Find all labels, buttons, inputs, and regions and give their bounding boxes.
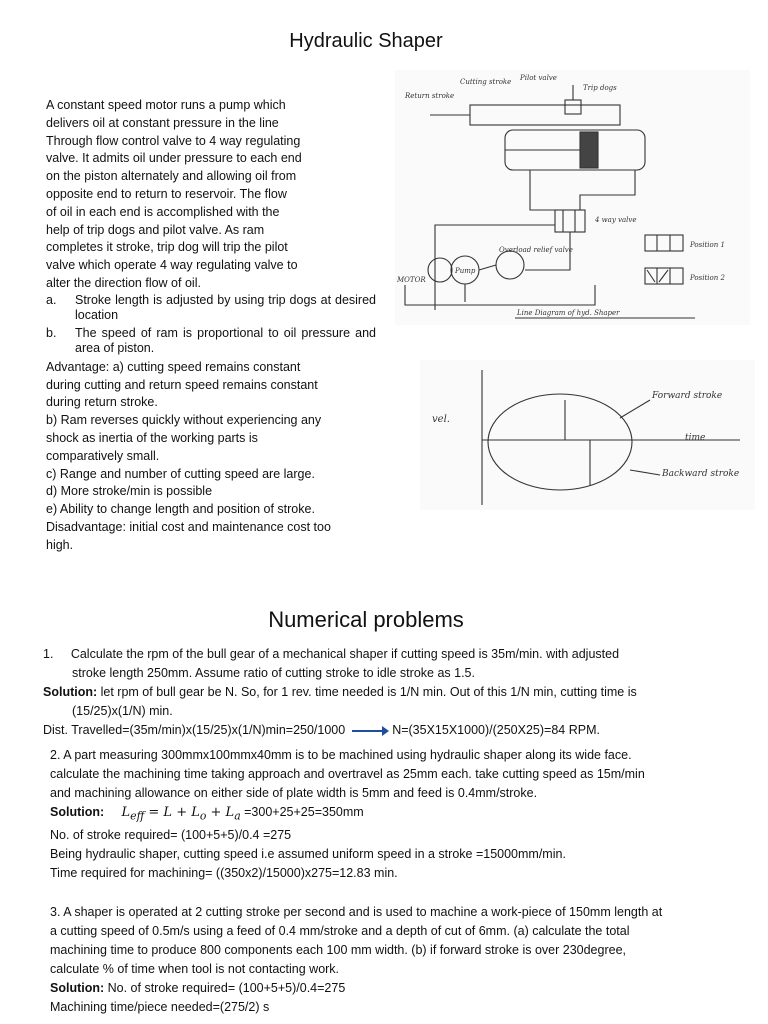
advantage-line: comparatively small. — [46, 448, 160, 463]
label-position-2: Position 2 — [690, 274, 725, 282]
relief-valve — [496, 251, 524, 279]
label-return-stroke: Return stroke — [405, 92, 455, 100]
problem-text-cont: stroke length 250mm. Assume ratio of cutting stroke to idle stroke as 1.5. — [72, 666, 475, 680]
label-diagram-caption: Line Diagram of hyd. Shaper — [517, 309, 620, 317]
motor — [428, 258, 452, 282]
label-motor: MOTOR — [397, 276, 426, 284]
intro-line: of oil in each end is accomplished with the — [46, 204, 280, 219]
problem-3-line: machining time to produce 800 components each 100 mm width. (b) if forward stroke is over 230degree, — [50, 942, 626, 957]
hydraulic-shaper-diagram — [395, 70, 750, 325]
advantage-line: b) Ram reverses quickly without experiencing any — [46, 413, 322, 428]
velocity-time-diagram — [420, 360, 755, 510]
intro-line: Through flow control valve to 4 way regulating — [46, 133, 301, 148]
advantage-line: d) More stroke/min is possible — [46, 484, 213, 499]
label-position-1: Position 1 — [690, 241, 725, 249]
problem-3-line: a cutting speed of 0.5m/s using a feed of 0.4 mm/stroke and a depth of cut of 6mm. (a) calculate the total — [50, 923, 630, 938]
distance-text: Dist. Travelled=(35m/min)x(15/25)x(1/N)min=250/1000 — [43, 723, 346, 737]
list-item — [46, 293, 376, 323]
section-title: Numerical problems — [268, 607, 464, 632]
disadvantage-line: Disadvantage: initial cost and maintenance cost too — [46, 519, 331, 534]
label-backward-stroke: Backward stroke — [662, 469, 740, 479]
ram-outline — [470, 105, 620, 125]
solution-text: No. of stroke required= (100+5+5)/0.4=275 — [104, 980, 346, 995]
stroke-curve — [488, 394, 632, 490]
list-marker: a. — [46, 292, 57, 307]
arrow-icon — [352, 730, 386, 732]
solution-value: =300+25+25=350mm — [240, 805, 364, 819]
axis-label-velocity: vel. — [432, 414, 450, 425]
advantage-line: during return stroke. — [46, 395, 158, 410]
label-cutting-stroke: Cutting stroke — [460, 78, 512, 86]
problem-1 — [43, 645, 733, 664]
list-marker: b. — [46, 325, 57, 340]
label-relief-valve: Overload relief valve — [499, 246, 573, 254]
solution-text: let rpm of bull gear be N. So, for 1 rev. time needed is 1/N min. Out of this 1/N min, cutting time is — [97, 685, 637, 699]
problem-number: 1. — [43, 647, 54, 661]
solution-label: Solution: — [50, 805, 105, 819]
intro-line: A constant speed motor runs a pump which — [46, 98, 286, 112]
solution-line: Machining time/piece needed=(275/2) s — [50, 999, 270, 1014]
advantage-line: shock as inertia of the working parts is — [46, 430, 258, 445]
label-trip-dogs: Trip dogs — [583, 84, 617, 92]
problem-2-line: 2. A part measuring 300mmx100mmx40mm is to be machined using hydraulic shaper along its wide face. — [50, 748, 632, 762]
intro-line: help of trip dogs and pilot valve. As ram — [46, 222, 265, 237]
solution-1 — [43, 683, 733, 702]
intro-text — [46, 97, 376, 555]
solution-text-cont: (15/25)x(1/N) min. — [72, 704, 173, 718]
intro-line: on the piston alternately and allowing oil from — [46, 169, 297, 184]
problem-text: Calculate the rpm of the bull gear of a mechanical shaper if cutting speed is 35m/min. with adjusted — [70, 647, 620, 661]
problem-2-line: and machining allowance on either side of plate width is 5mm and feed is 0.4mm/stroke. — [50, 786, 538, 800]
disadvantage-line: high. — [46, 537, 74, 552]
solution-line: No. of stroke required= (100+5+5)/0.4 =275 — [50, 827, 292, 842]
solution-label: Solution: — [50, 980, 105, 995]
problem-3-line: calculate % of time when tool is not contacting work. — [50, 961, 340, 976]
label-pump: Pump — [455, 267, 476, 275]
label-4-way-valve: 4 way valve — [595, 216, 637, 224]
intro-line: alter the direction flow of oil. — [46, 275, 201, 290]
solution-line: Being hydraulic shaper, cutting speed i.e assumed uniform speed in a stroke =15000mm/min. — [50, 846, 566, 861]
advantage-line: Advantage: a) cutting speed remains constant — [46, 359, 301, 374]
intro-line: valve. It admits oil under pressure to each end — [46, 151, 302, 166]
label-forward-stroke: Forward stroke — [652, 391, 723, 401]
four-way-valve — [555, 210, 585, 232]
formula: $L_{eff} = L + L_o + L_a$ — [121, 805, 241, 823]
solution-line: Time required for machining= ((350x2)/15000)x275=12.83 min. — [50, 865, 398, 880]
distance-line — [43, 721, 733, 740]
advantage-line: c) Range and number of cutting speed are large. — [46, 466, 315, 481]
piston — [580, 132, 598, 168]
intro-line: valve which operate 4 way regulating valve to — [46, 258, 298, 273]
label-time: time — [685, 433, 706, 443]
label-pilot-valve: Pilot valve — [520, 74, 557, 82]
advantage-line: during cutting and return speed remains constant — [46, 377, 318, 392]
list-text: The speed of ram is proportional to oil pressure and area of piston. — [75, 325, 376, 355]
solution-2 — [43, 803, 733, 826]
list-item — [46, 326, 376, 356]
position-1-symbol — [645, 235, 683, 251]
intro-line: delivers oil at constant pressure in the line — [46, 115, 279, 130]
solution-label: Solution: — [43, 685, 98, 699]
pilot-valve — [565, 100, 581, 114]
solution-3 — [43, 979, 733, 998]
numerical-problems — [43, 645, 733, 1017]
problem-3-line: 3. A shaper is operated at 2 cutting stroke per second and is used to machine a work-piece of 150mm length at — [50, 904, 663, 919]
page-title: Hydraulic Shaper — [289, 30, 443, 52]
intro-line: opposite end to return to reservoir. The flow — [46, 186, 287, 201]
intro-line: completes it stroke, trip dog will trip the pilot — [46, 240, 288, 255]
problem-2-line: calculate the machining time taking approach and overtravel as 25mm each. take cutting speed as 15m/min — [50, 767, 645, 781]
advantage-line: e) Ability to change length and position of stroke. — [46, 502, 315, 517]
result-text: N=(35X15X1000)/(250X25)=84 RPM. — [392, 723, 600, 737]
list-text: Stroke length is adjusted by using trip dogs at desired location — [75, 292, 376, 322]
